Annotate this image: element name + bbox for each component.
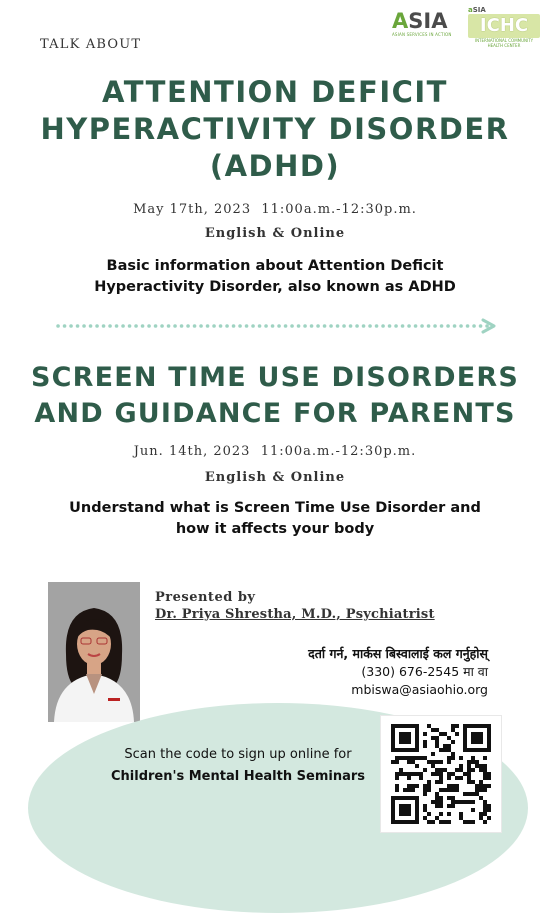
contact-info	[308, 645, 488, 699]
presenter-photo	[48, 582, 140, 722]
signup-qr-code[interactable]	[381, 716, 501, 832]
session1-description: Basic information about Attention Deficit Hyperactivity Disorder, also known as ADHD	[94, 258, 456, 295]
dotted-arrow-divider	[56, 318, 500, 334]
session1-language: English & Online	[204, 226, 346, 241]
asia-logo: ASIA ASIAN SERVICES IN ACTION	[392, 10, 460, 50]
session2-title: SCREEN TIME USE DISORDERS AND GUIDANCE FOR PARENTS	[30, 362, 520, 429]
session1-date-time: May 17th, 2023 11:00a.m.-12:30p.m.	[133, 202, 417, 217]
session1-title: ATTENTION DEFICIT HYPERACTIVITY DISORDER (ADHD)	[40, 75, 510, 183]
qr-code-icon	[381, 716, 501, 832]
contact-nepali-line: दर्ता गर्न, मार्कस बिस्वालाई कल गर्नुहोस्	[308, 646, 488, 661]
partner-logos	[392, 6, 542, 50]
contact-phone: (330) 676-2545 मा वा	[361, 664, 488, 679]
kicker-label: TALK ABOUT	[40, 37, 142, 52]
session2-language: English & Online	[204, 470, 346, 485]
presenter-name: Dr. Priya Shrestha, M.D., Psychiatrist	[155, 607, 435, 622]
contact-email: mbiswa@asiaohio.org	[351, 682, 488, 697]
session2-description: Understand what is Screen Time Use Disorder and how it affects your body	[69, 500, 481, 537]
ichc-logo: aSIA ICHC INTERNATIONAL COMMUNITY HEALTH CENTER	[468, 6, 540, 50]
signup-text: Scan the code to sign up online for Children's Mental Health Seminars	[111, 747, 365, 784]
session2-date-time: Jun. 14th, 2023 11:00a.m.-12:30p.m.	[133, 444, 417, 459]
presented-by-label: Presented by	[155, 590, 256, 605]
